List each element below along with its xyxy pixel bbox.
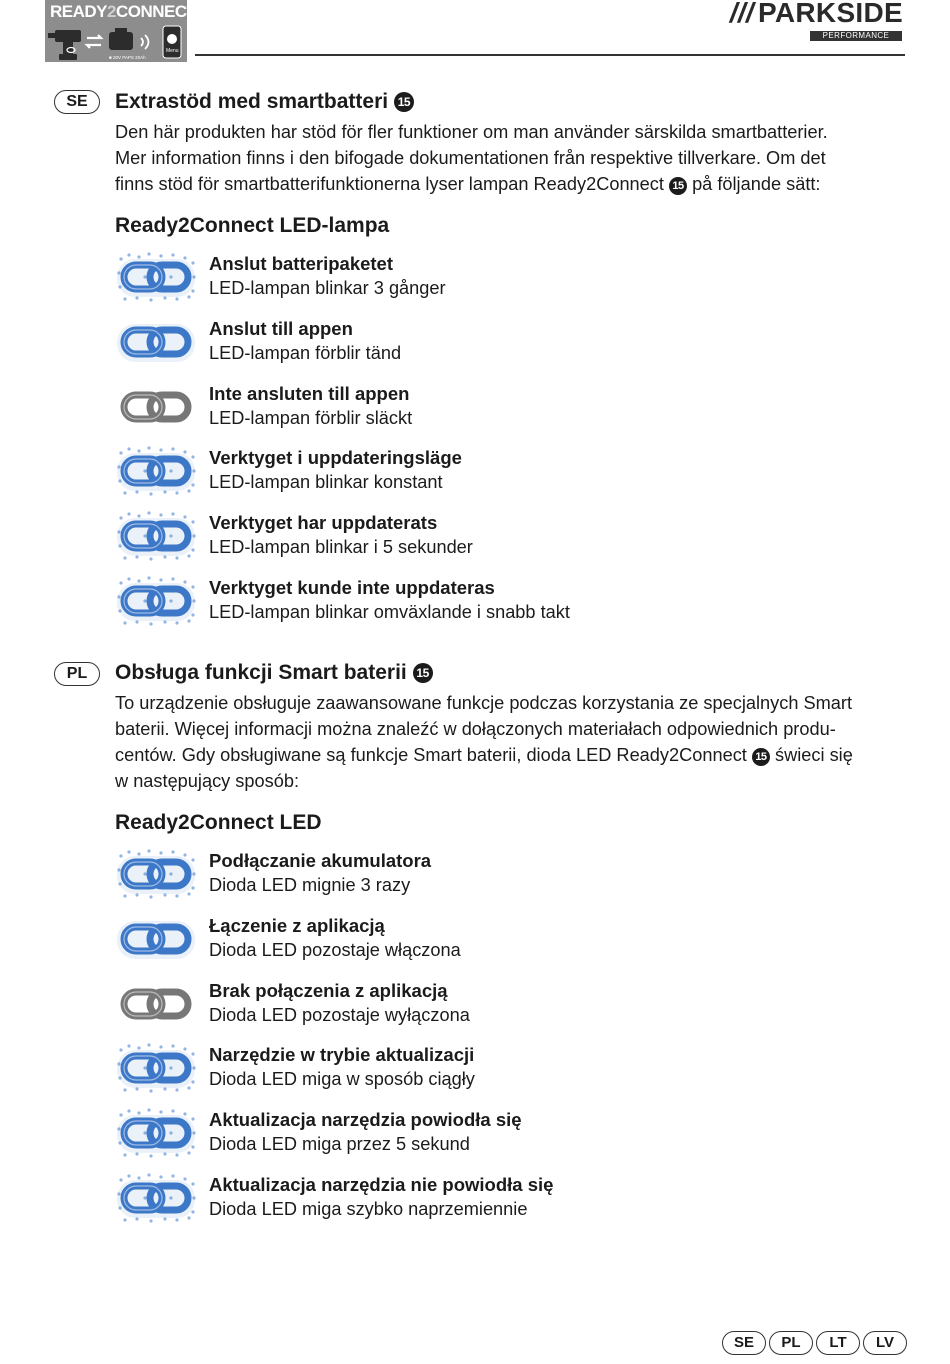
led-item-desc: Dioda LED miga przez 5 sekund (209, 1134, 470, 1155)
list-item (115, 575, 875, 640)
list-item (115, 510, 875, 575)
ref-number-badge: 15 (752, 748, 770, 766)
led-item-desc: LED-lampan förblir tänd (209, 342, 402, 363)
logo-word-two: 2 (107, 2, 116, 21)
led-item-desc: LED-lampan blinkar i 5 sekunder (209, 537, 473, 558)
lang-badge-se: SE (54, 90, 100, 114)
link-icon-off (115, 978, 197, 1030)
ref-number-badge: 15 (669, 177, 687, 195)
led-item-desc: Dioda LED pozostaje wyłączona (209, 1004, 470, 1025)
led-item-desc: Dioda LED mignie 3 razy (209, 875, 411, 895)
led-item-title: Podłączanie akumulatora (209, 850, 432, 871)
footer-lang-lt: LT (816, 1331, 860, 1355)
list-item (115, 1107, 875, 1172)
intro-line: centów. Gdy obsługiwane są funkcje Smart baterii, dioda LED Ready2Connect 15 świeci się (115, 745, 853, 765)
intro-line: Den här produkten har stöd för fler funktioner om man använder särskilda smartbatterier. (115, 122, 828, 142)
ref-number-badge: 15 (394, 92, 414, 112)
link-icon-lit (115, 316, 197, 368)
led-item-desc: LED-lampan blinkar konstant (209, 472, 443, 493)
led-item-title: Inte ansluten till appen (209, 382, 410, 404)
list-item (115, 1172, 875, 1237)
ref-number-badge: 15 (413, 663, 433, 683)
link-icon-blinking (115, 575, 197, 627)
led-item-title: Aktualizacja narzędzia powiodła się (209, 1109, 522, 1131)
led-item-title: Anslut batteripaketet (209, 253, 394, 274)
section-pl (115, 658, 875, 1237)
brand-name: PARKSIDE (757, 0, 903, 28)
list-item (115, 381, 875, 446)
led-item-title: Aktualizacja narzędzia nie powiodła się (209, 1173, 554, 1195)
svg-text:■ 20V PAPS 20Ah: ■ 20V PAPS 20Ah (109, 55, 146, 60)
section-title (115, 87, 875, 117)
intro-line: Mer information finns i den bifogade dokumentationen från respektive tillverkare. Om det (115, 148, 826, 168)
led-status-list (115, 251, 875, 640)
link-icon-blinking (115, 848, 197, 900)
section-se (115, 87, 875, 640)
logo-word-connect: CONNECT (115, 2, 197, 21)
link-icon-off (115, 381, 197, 433)
brand-slashes: /// (729, 0, 754, 28)
footer-lang-pl: PL (769, 1331, 813, 1355)
intro-line: baterii. Więcej informacji można znaleźć w dołączonych materiałach odpowiednich produ- (115, 719, 836, 739)
link-icon-lit (115, 913, 197, 965)
brand-logo (730, 0, 903, 29)
footer-lang-se: SE (722, 1331, 766, 1355)
list-item (115, 913, 875, 978)
list-item (115, 316, 875, 381)
led-item-title: Narzędzie w trybie aktualizacji (209, 1044, 475, 1066)
lang-badge-pl: PL (54, 662, 100, 686)
svg-text:Menu: Menu (166, 48, 179, 54)
link-icon-blinking (115, 510, 197, 562)
led-item-desc: Dioda LED miga szybko naprzemiennie (209, 1198, 528, 1219)
led-item-desc: Dioda LED miga w sposób ciągły (209, 1069, 475, 1090)
led-item-title: Verktyget i uppdateringsläge (209, 447, 462, 469)
led-item-title: Anslut till appen (209, 317, 353, 339)
link-icon-blinking (115, 1042, 197, 1094)
link-icon-blinking (115, 1172, 197, 1224)
led-item-desc: LED-lampan blinkar omväxlande i snabb takt (209, 601, 570, 622)
list-item (115, 848, 875, 913)
intro-line: To urządzenie obsługuje zaawansowane funkcje podczas korzystania ze specjalnych Smart (115, 693, 853, 713)
header-divider (195, 54, 905, 56)
list-item (115, 1042, 875, 1107)
list-item (115, 251, 875, 316)
led-item-title: Verktyget har uppdaterats (209, 512, 438, 534)
section-title (115, 658, 875, 688)
intro-paragraph (115, 119, 875, 197)
list-item (115, 445, 875, 510)
led-item-title: Brak połączenia z aplikacją (209, 979, 448, 1001)
led-item-desc: LED-lampan förblir släckt (209, 407, 413, 428)
led-heading: Ready2Connect LED (115, 811, 322, 834)
led-status-list (115, 848, 875, 1237)
intro-paragraph (115, 690, 875, 794)
intro-line: finns stöd för smartbatterifunktionerna lyser lampan Ready2Connect 15 på följande sätt: (115, 174, 821, 194)
link-icon-blinking (115, 445, 197, 497)
list-item (115, 978, 875, 1043)
link-icon-blinking (115, 1107, 197, 1159)
brand-subline: PERFORMANCE (810, 31, 902, 41)
logo-word-ready: READY (50, 2, 108, 21)
led-item-desc: LED-lampan blinkar 3 gånger (209, 278, 446, 298)
section-title-text: Obsługa funkcji Smart baterii (115, 661, 407, 684)
link-icon-blinking (115, 251, 197, 303)
led-heading: Ready2Connect LED-lampa (115, 214, 390, 237)
section-title-text: Extrastöd med smartbatteri (115, 90, 389, 113)
led-item-desc: Dioda LED pozostaje włączona (209, 939, 461, 960)
ready2connect-logo (45, 0, 197, 62)
drill-battery-app-icon (45, 22, 187, 62)
footer-lang-lv: LV (863, 1331, 907, 1355)
led-item-title: Verktyget kunde inte uppdateras (209, 576, 495, 598)
intro-line: w następujący sposób: (115, 771, 300, 791)
led-item-title: Łączenie z aplikacją (209, 914, 385, 936)
